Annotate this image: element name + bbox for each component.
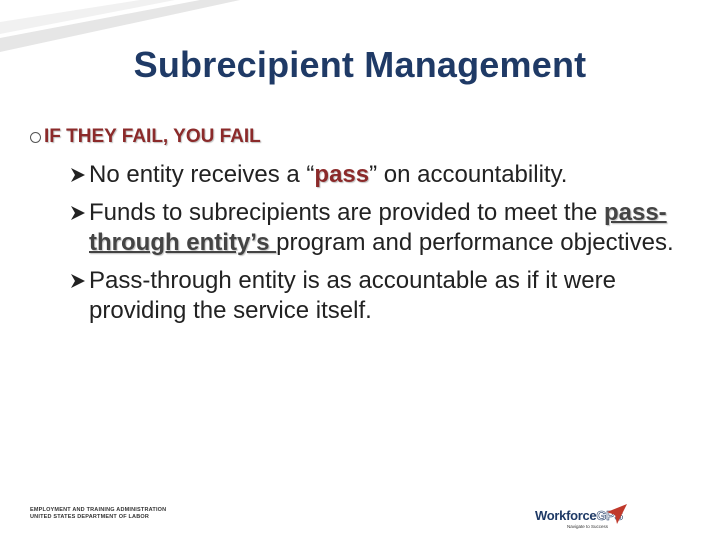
level1-heading [30,126,261,148]
agency-footer [30,507,166,521]
bullet-3-text: Pass-through entity is as accountable as if it were providing the service itself. [89,267,616,324]
brand-prefix: Workforce [535,508,597,523]
level1-text: IF THEY FAIL, YOU FAIL [44,126,261,147]
bullet-item-1 [70,160,690,190]
bullet-1-text-pre: No entity receives a “ [89,161,315,188]
logo-arrow-icon [605,502,629,526]
bullet-2-emphasis: pass-through entity’s [89,199,667,256]
workforcegps-logo [535,502,695,532]
bullet-1-text-post: ” on accountability. [369,161,568,188]
bullet-1-emphasis: pass [314,161,370,188]
agency-line-1: EMPLOYMENT AND TRAINING ADMINISTRATION [30,507,167,513]
bullet-2-text-post: program and performance objectives. [276,229,674,256]
circle-bullet-icon [30,132,41,143]
bullet-list [70,160,690,334]
agency-line-2: UNITED STATES DEPARTMENT OF LABOR [30,514,150,520]
brand-tagline: Navigate to Success [567,524,609,529]
bullet-item-2 [70,198,690,258]
bullet-2-text-pre: Funds to subrecipients are provided to meet the [89,199,604,226]
arrow-bullet-icon [70,167,86,183]
brand-suffix: GPS [596,508,623,523]
arrow-bullet-icon [70,273,86,289]
arrow-bullet-icon [70,205,86,221]
bullet-item-3 [70,266,690,326]
slide-title: Subrecipient Management [133,44,587,85]
